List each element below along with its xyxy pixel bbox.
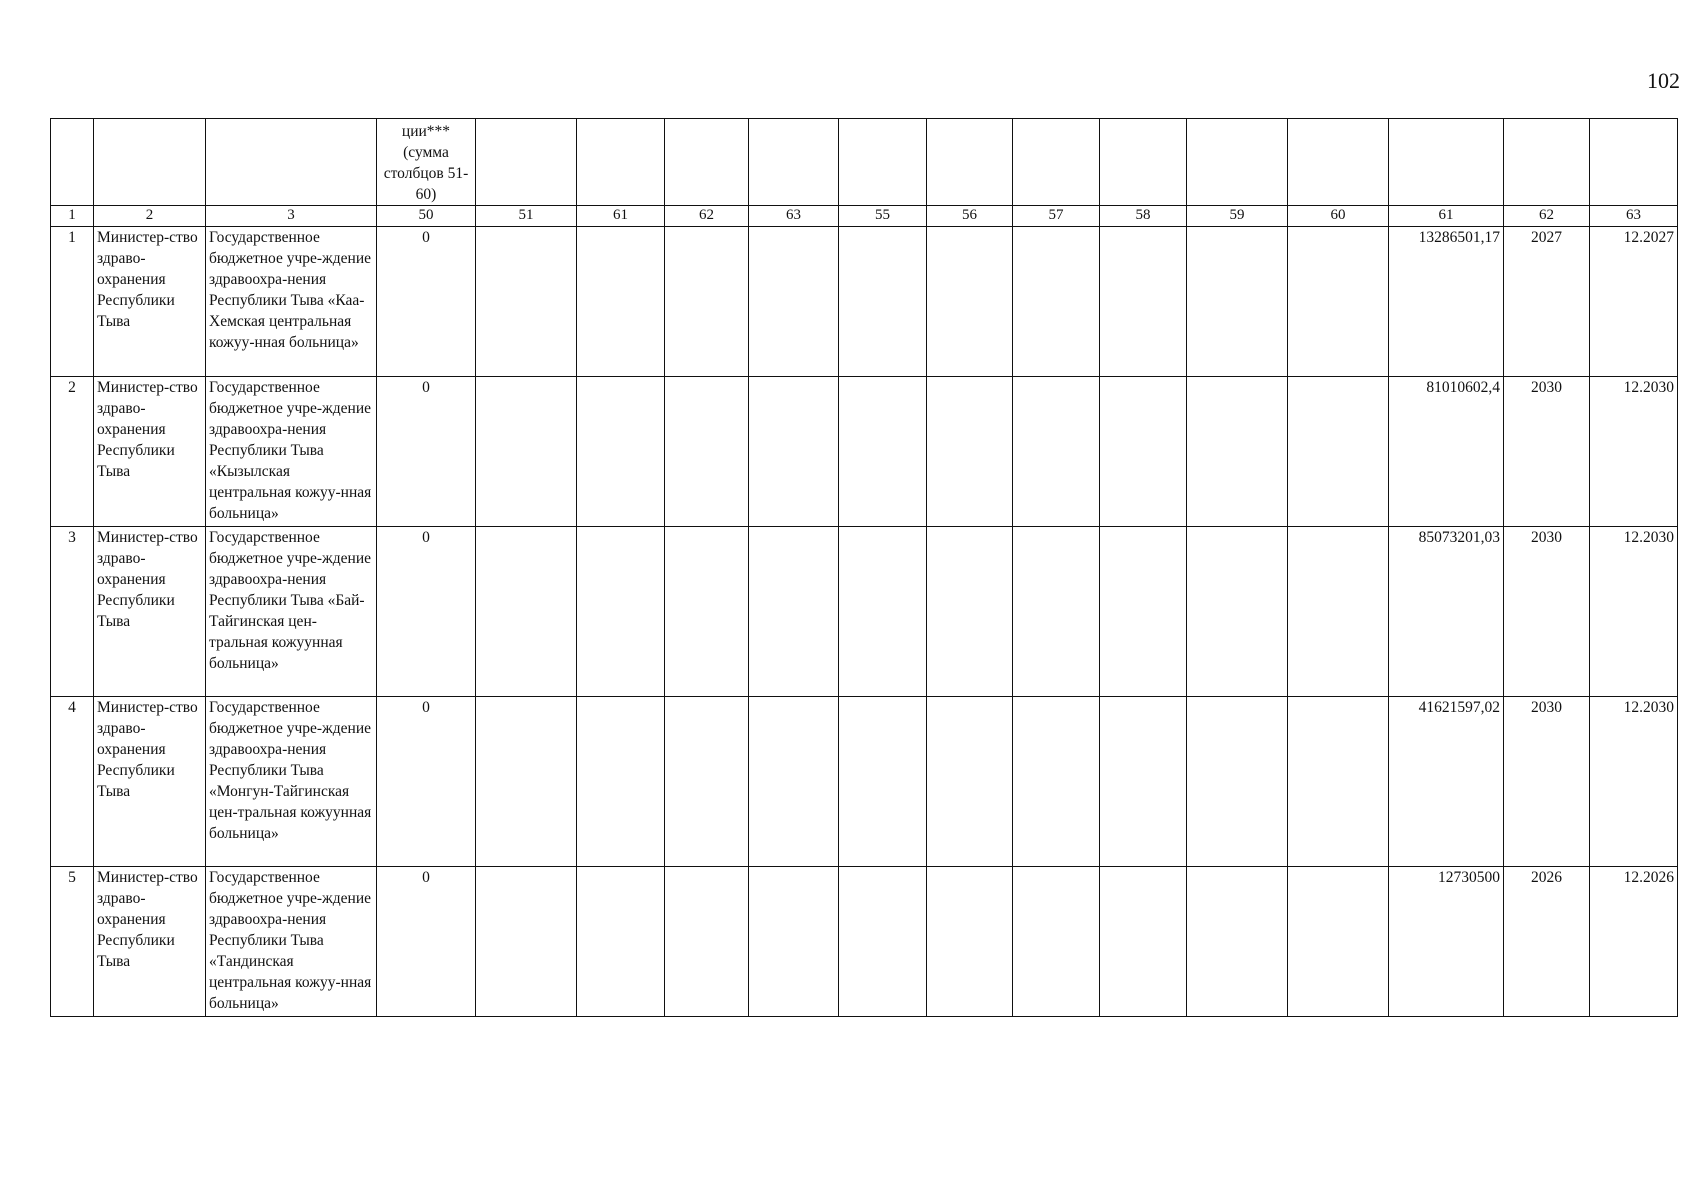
empty-cell [1288, 527, 1389, 697]
header-cell [94, 119, 206, 206]
column-number: 63 [1590, 206, 1678, 227]
empty-cell [665, 867, 749, 1017]
institution-cell: Государственное бюджетное учре-ждение здравоохра-нения Республики Тыва «Монгун-Тайгинская цен-тральная кожуунная больница» [206, 697, 377, 867]
empty-cell [476, 527, 577, 697]
sum-cell: 0 [377, 697, 476, 867]
date-cell: 12.2030 [1590, 377, 1678, 527]
empty-cell [1100, 527, 1187, 697]
amount-cell: 41621597,02 [1389, 697, 1504, 867]
empty-cell [749, 377, 839, 527]
header-cell [476, 119, 577, 206]
column-number: 59 [1187, 206, 1288, 227]
header-cell [749, 119, 839, 206]
empty-cell [927, 697, 1013, 867]
empty-cell [749, 697, 839, 867]
column-number: 2 [94, 206, 206, 227]
year-cell: 2026 [1504, 867, 1590, 1017]
empty-cell [577, 527, 665, 697]
empty-cell [1013, 697, 1100, 867]
amount-cell: 85073201,03 [1389, 527, 1504, 697]
column-number: 3 [206, 206, 377, 227]
header-cell [1100, 119, 1187, 206]
empty-cell [839, 697, 927, 867]
column-number: 61 [1389, 206, 1504, 227]
header-cell [1288, 119, 1389, 206]
column-number: 63 [749, 206, 839, 227]
empty-cell [577, 867, 665, 1017]
column-number: 57 [1013, 206, 1100, 227]
empty-cell [577, 697, 665, 867]
column-number: 55 [839, 206, 927, 227]
header-cell [577, 119, 665, 206]
empty-cell [839, 227, 927, 377]
empty-cell [927, 527, 1013, 697]
header-cell [839, 119, 927, 206]
header-cell [1187, 119, 1288, 206]
row-number: 2 [51, 377, 94, 527]
empty-cell [476, 697, 577, 867]
empty-cell [927, 867, 1013, 1017]
table-row [51, 377, 1678, 527]
header-row [51, 119, 1678, 206]
institution-cell: Государственное бюджетное учре-ждение здравоохра-нения Республики Тыва «Каа-Хемская центральная кожуу-нная больница» [206, 227, 377, 377]
empty-cell [1187, 227, 1288, 377]
date-cell: 12.2027 [1590, 227, 1678, 377]
empty-cell [1288, 697, 1389, 867]
header-cell [1590, 119, 1678, 206]
empty-cell [1100, 227, 1187, 377]
header-cell [1504, 119, 1590, 206]
row-number: 3 [51, 527, 94, 697]
empty-cell [1013, 377, 1100, 527]
header-cell [1389, 119, 1504, 206]
column-number: 50 [377, 206, 476, 227]
institution-cell: Государственное бюджетное учре-ждение здравоохра-нения Республики Тыва «Тандинская центральная кожуу-нная больница» [206, 867, 377, 1017]
table-row [51, 697, 1678, 867]
header-cell [927, 119, 1013, 206]
empty-cell [927, 227, 1013, 377]
row-number: 4 [51, 697, 94, 867]
header-cell [206, 119, 377, 206]
column-number: 62 [1504, 206, 1590, 227]
table-row [51, 227, 1678, 377]
institution-cell: Государственное бюджетное учре-ждение здравоохра-нения Республики Тыва «Кызылская центральная кожуу-нная больница» [206, 377, 377, 527]
column-number: 1 [51, 206, 94, 227]
year-cell: 2027 [1504, 227, 1590, 377]
empty-cell [749, 227, 839, 377]
empty-cell [476, 227, 577, 377]
column-number: 56 [927, 206, 1013, 227]
date-cell: 12.2030 [1590, 527, 1678, 697]
table-row [51, 527, 1678, 697]
amount-cell: 13286501,17 [1389, 227, 1504, 377]
empty-cell [749, 867, 839, 1017]
empty-cell [665, 227, 749, 377]
empty-cell [1187, 527, 1288, 697]
amount-cell: 12730500 [1389, 867, 1504, 1017]
year-cell: 2030 [1504, 527, 1590, 697]
organization-cell: Министер-ство здраво-охранения Республики Тыва [94, 867, 206, 1017]
empty-cell [1100, 697, 1187, 867]
empty-cell [1100, 377, 1187, 527]
column-number: 51 [476, 206, 577, 227]
year-cell: 2030 [1504, 377, 1590, 527]
column-number: 60 [1288, 206, 1389, 227]
page-number: 102 [1647, 68, 1680, 93]
empty-cell [577, 377, 665, 527]
header-cell [665, 119, 749, 206]
institution-cell: Государственное бюджетное учре-ждение здравоохра-нения Республики Тыва «Бай-Тайгинская цен-тральная кожуунная больница» [206, 527, 377, 697]
date-cell: 12.2026 [1590, 867, 1678, 1017]
empty-cell [839, 867, 927, 1017]
empty-cell [665, 527, 749, 697]
empty-cell [839, 527, 927, 697]
empty-cell [1288, 377, 1389, 527]
column-number: 61 [577, 206, 665, 227]
empty-cell [839, 377, 927, 527]
empty-cell [1013, 867, 1100, 1017]
organization-cell: Министер-ство здраво-охранения Республики Тыва [94, 697, 206, 867]
column-numbers-row [51, 206, 1678, 227]
sum-cell: 0 [377, 227, 476, 377]
investment-table [50, 118, 1678, 1017]
sum-cell: 0 [377, 527, 476, 697]
empty-cell [1288, 867, 1389, 1017]
empty-cell [1288, 227, 1389, 377]
empty-cell [665, 377, 749, 527]
empty-cell [665, 697, 749, 867]
year-cell: 2030 [1504, 697, 1590, 867]
empty-cell [476, 867, 577, 1017]
organization-cell: Министер-ство здраво-охранения Республики Тыва [94, 377, 206, 527]
row-number: 1 [51, 227, 94, 377]
empty-cell [1187, 697, 1288, 867]
column-number: 58 [1100, 206, 1187, 227]
header-col50-title: ции*** (сумма столбцов 51-60) [377, 119, 476, 206]
header-cell [51, 119, 94, 206]
empty-cell [1013, 527, 1100, 697]
amount-cell: 81010602,4 [1389, 377, 1504, 527]
empty-cell [1187, 377, 1288, 527]
empty-cell [577, 227, 665, 377]
organization-cell: Министер-ство здраво-охранения Республики Тыва [94, 227, 206, 377]
sum-cell: 0 [377, 377, 476, 527]
empty-cell [1013, 227, 1100, 377]
empty-cell [1187, 867, 1288, 1017]
sum-cell: 0 [377, 867, 476, 1017]
empty-cell [476, 377, 577, 527]
empty-cell [749, 527, 839, 697]
column-number: 62 [665, 206, 749, 227]
empty-cell [927, 377, 1013, 527]
date-cell: 12.2030 [1590, 697, 1678, 867]
organization-cell: Министер-ство здраво-охранения Республики Тыва [94, 527, 206, 697]
table-row [51, 867, 1678, 1017]
header-cell [1013, 119, 1100, 206]
empty-cell [1100, 867, 1187, 1017]
row-number: 5 [51, 867, 94, 1017]
